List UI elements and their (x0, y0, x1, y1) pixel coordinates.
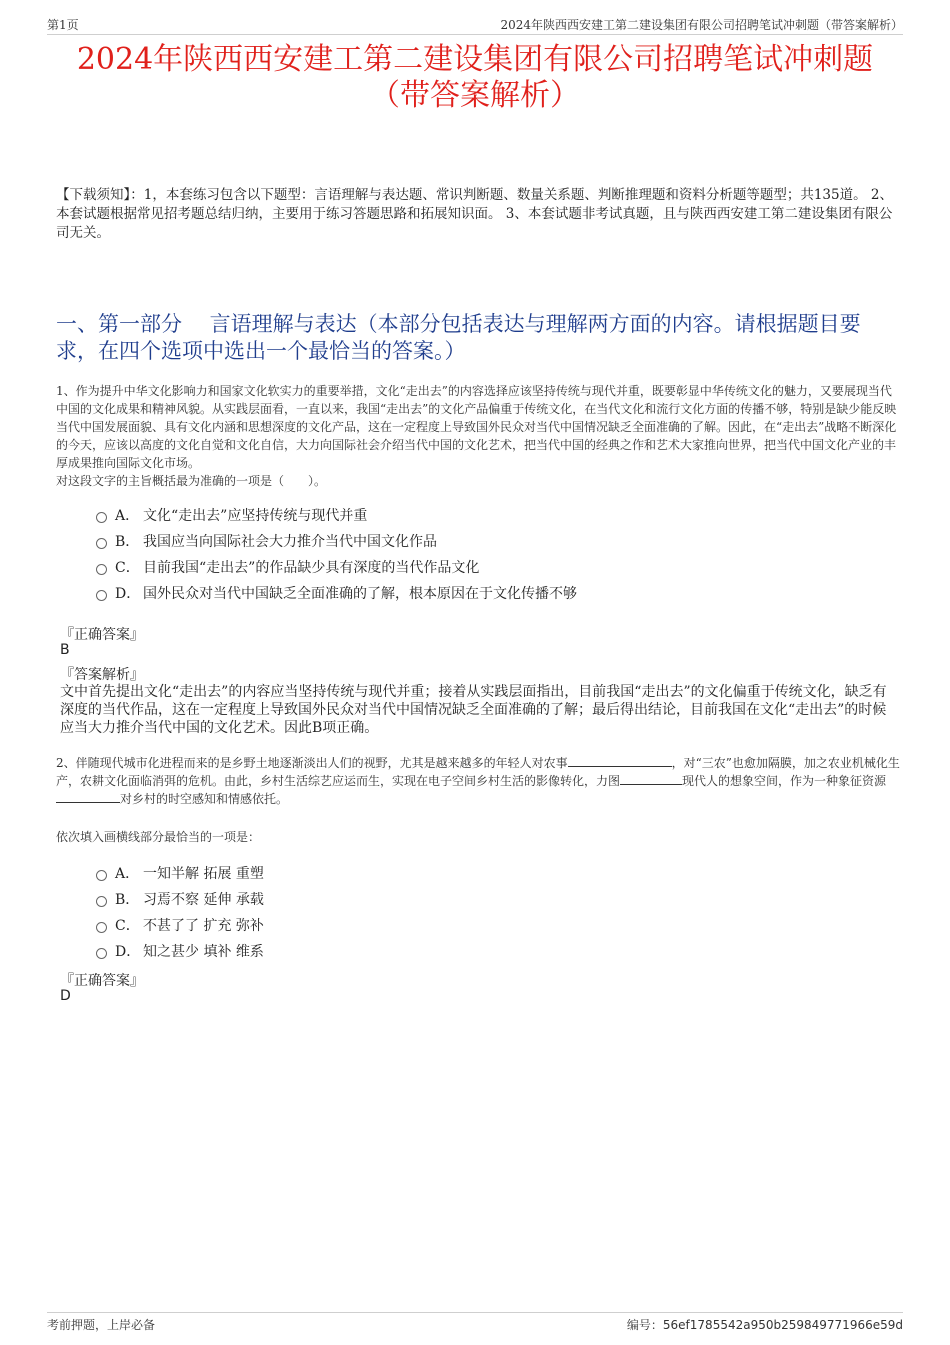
page-title (40, 42, 910, 114)
blank-3 (56, 790, 120, 803)
blank-2 (620, 772, 682, 785)
question-1-option-d[interactable]: D． 国外民众对当代中国缺乏全面准确的了解，根本原因在于文化传播不够 (96, 583, 577, 603)
question-2-option-d[interactable]: D． 知之甚少 填补 维系 (96, 941, 264, 961)
radio-icon[interactable] (96, 538, 107, 549)
title-line-1: 2024年陕西西安建工第二建设集团有限公司招聘笔试冲刺题 (76, 42, 874, 77)
section-heading: 一、第一部分 言语理解与表达（本部分包括表达与理解两方面的内容。请根据题目要求，在四个选项中选出一个最恰当的答案。） (56, 312, 861, 363)
radio-icon[interactable] (96, 922, 107, 933)
page-number: 第1页 (47, 18, 79, 32)
question-1-analysis: 文中首先提出文化“走出去”的内容应当坚持传统与现代并重；接着从实践层面指出，目前我国“走出去”的文化偏重于传统文化，缺乏有深度的当代作品，这在一定程度上导致国外民众对当代中国情况缺乏全面准确的了解；最后得出结论，目前我国在文化“走出去”的时候应当大力推介当代中国的文化艺术。因此B项正确。 (60, 684, 887, 736)
question-1-option-a[interactable]: A． 文化“走出去”应坚持传统与现代并重 (96, 505, 367, 525)
footer-slogan: 考前押题，上岸必备 (47, 1318, 156, 1332)
question-1-answer: B (60, 642, 70, 658)
question-2-prompt: 依次填入画横线部分最恰当的一项是： (56, 830, 261, 844)
radio-icon[interactable] (96, 948, 107, 959)
question-1-prompt: 对这段文字的主旨概括最为准确的一项是（ ）。 (56, 474, 327, 488)
question-2-stem: 2、伴随现代城市化进程而来的是乡野土地逐渐淡出人们的视野，尤其是越来越多的年轻人对农事 ，对“三农”也愈加隔膜，加之农业机械化生产，农耕文化面临消弭的危机。由此，乡村生活综艺应运而生，实现在电子空间乡村生活的影像转化，力图 现代人的想象空间，作为一种象征资源对乡村的时空感知和情感依托。 (56, 756, 900, 806)
question-2-option-a[interactable]: A． 一知半解 拓展 重塑 (96, 863, 264, 883)
header-doc-title: 2024年陕西西安建工第二建设集团有限公司招聘笔试冲刺题（带答案解析） (500, 18, 903, 32)
page-header (47, 14, 903, 35)
question-2-option-c[interactable]: C． 不甚了了 扩充 弥补 (96, 915, 264, 935)
blank-1 (568, 754, 672, 767)
question-1-option-b[interactable]: B． 我国应当向国际社会大力推介当代中国文化作品 (96, 531, 437, 551)
question-2 (56, 754, 901, 808)
radio-icon[interactable] (96, 590, 107, 601)
download-notice: 【下载须知】：1，本套练习包含以下题型：言语理解与表达题、常识判断题、数量关系题、判断推理题和资料分析题等题型；共135道。 2、本套试题根据常见招考题总结归纳，主要用于练习答题思路和拓展知识面。 3、本套试题非考试真题，且与陕西西安建工第二建设集团有限公司无关。 (56, 187, 893, 241)
radio-icon[interactable] (96, 870, 107, 881)
page-footer (47, 1312, 903, 1337)
title-line-2: （带答案解析） (370, 78, 580, 113)
question-1-stem: 1、作为提升中华文化影响力和国家文化软实力的重要举措，文化“走出去”的内容选择应该坚持传统与现代并重，既要彰显中华传统文化的魅力，又要展现当代中国的文化成果和精神风貌。从实践层面看，一直以来，我国“走出去”的文化产品偏重于传统文化，在当代文化和流行文化方面的传播不够，特别是缺少能反映当代中国发展面貌、具有文化内涵和思想深度的文化产品，这在一定程度上导致国外民众对当代中国情况缺乏全面准确的了解。因此，在“走出去”战略不断深化的今天，应该以高度的文化自觉和文化自信，大力向国际社会介绍当代中国的文化艺术，把当代中国的经典之作和艺术大家推向世界，把当代中国文化产业的丰厚成果推向国际文化市场。 (56, 384, 897, 470)
question-1 (56, 382, 901, 490)
question-2-answer: D (60, 988, 71, 1004)
question-1-analysis-label: 『答案解析』 (60, 667, 144, 683)
question-1-option-c[interactable]: C． 目前我国“走出去”的作品缺少具有深度的当代作品文化 (96, 557, 479, 577)
footer-code: 编号：56ef1785542a950b259849771966e59d (626, 1318, 903, 1332)
radio-icon[interactable] (96, 896, 107, 907)
question-1-answer-label: 『正确答案』 (60, 627, 144, 643)
question-2-option-b[interactable]: B． 习焉不察 延伸 承载 (96, 889, 264, 909)
radio-icon[interactable] (96, 564, 107, 575)
question-2-answer-label: 『正确答案』 (60, 973, 144, 989)
radio-icon[interactable] (96, 512, 107, 523)
